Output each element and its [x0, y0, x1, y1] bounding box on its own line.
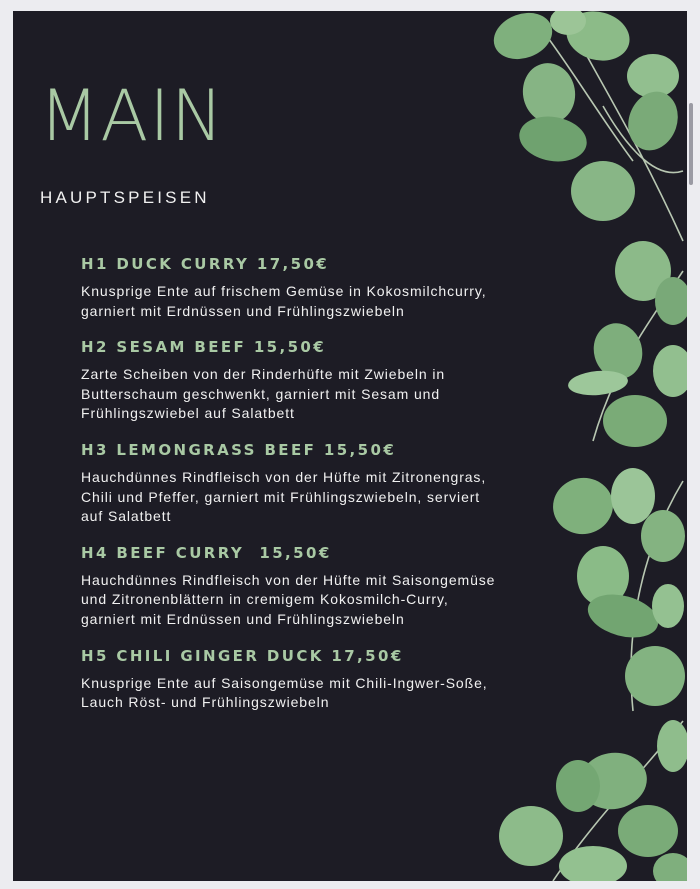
- menu-list: [81, 255, 501, 730]
- leaf-icon: [653, 345, 687, 397]
- menu-page: [13, 11, 687, 881]
- leaf-icon: [516, 111, 591, 166]
- menu-item-name: H4 BEEF CURRY 15,50€: [81, 543, 332, 562]
- menu-item-name: H5 CHILI GINGER DUCK 17,50€: [81, 646, 404, 665]
- menu-item: [81, 441, 501, 527]
- leaf-icon: [657, 720, 687, 772]
- eucalyptus-decoration: [483, 11, 687, 881]
- menu-item-description: Knusprige Ente auf frischem Gemüse in Kokosmilchcurry, garniert mit Erdnüssen und Frühlingszwiebeln: [81, 283, 487, 319]
- menu-item-name: H1 DUCK CURRY 17,50€: [81, 255, 330, 273]
- menu-item: [81, 647, 501, 713]
- leaf-cluster-middle: [567, 241, 687, 447]
- leaf-icon: [611, 468, 655, 524]
- scrollbar[interactable]: [689, 103, 693, 185]
- page-subtitle: HAUPTSPEISEN: [40, 188, 210, 207]
- menu-item-description: Zarte Scheiben von der Rinderhüfte mit Zwiebeln in Butterschaum geschwenkt, garniert mit Sesam und Frühlingszwiebel auf Salatbett: [81, 366, 446, 422]
- leaf-icon: [618, 805, 678, 857]
- leaf-icon: [625, 646, 685, 706]
- leaf-icon: [652, 584, 684, 628]
- menu-item-description: Hauchdünnes Rindfleisch von der Hüfte mit Saisongemüse und Zitronenblättern in cremigem Kokosmilch-Curry, garniert mit Erdnüssen und Frühlingszwiebeln: [81, 571, 496, 627]
- leaf-icon: [653, 853, 687, 881]
- leaf-icon: [627, 54, 679, 98]
- leaf-icon: [556, 760, 600, 812]
- leaf-icon: [487, 11, 558, 67]
- menu-item-description: Hauchdünnes Rindfleisch von der Hüfte mit Zitronengras, Chili und Pfeffer, garniert mit Frühlingszwiebeln, serviert auf Salatbett: [81, 468, 487, 525]
- menu-item: [81, 255, 501, 321]
- leaf-cluster-top: [487, 11, 686, 221]
- leaf-icon: [549, 473, 618, 539]
- menu-item-name: H2 SESAM BEEF 15,50€: [81, 338, 327, 357]
- menu-item-name: H3 LEMONGRASS BEEF 15,50€: [81, 440, 397, 459]
- leaf-cluster-bottom: [499, 720, 687, 881]
- leaf-icon: [603, 395, 667, 447]
- menu-item: [81, 544, 501, 630]
- menu-item-description: Knusprige Ente auf Saisongemüse mit Chili-Ingwer-Soße, Lauch Röst- und Frühlingszwiebeln: [81, 674, 488, 711]
- leaf-icon: [559, 846, 627, 881]
- leaf-icon: [571, 161, 635, 221]
- leaf-cluster-lower: [549, 468, 685, 706]
- page-title: MAIN: [39, 75, 225, 157]
- menu-item: [81, 338, 501, 424]
- leaf-icon: [641, 510, 685, 562]
- leaf-icon: [499, 806, 563, 866]
